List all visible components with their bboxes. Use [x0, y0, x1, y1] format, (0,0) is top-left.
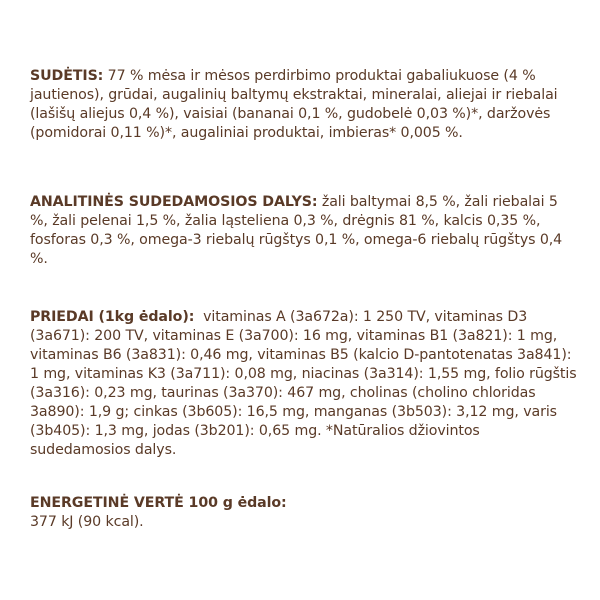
- additives-heading: PRIEDAI (1kg ėdalo):: [30, 309, 195, 325]
- ingredients-text: 77 % mėsa ir mėsos perdirbimo produktai gabaliukuose (4 % jautienos), grūdai, augalinių baltymų ekstraktai, mineralai, aliejai ir riebalai (lašišų aliejus 0,4 %), vaisiai (bananai 0,1 %, gudobelė 0,03 %)*, daržovės (pomidorai 0,11 %)*, augaliniai produktai, imbieras* 0,005 %.: [30, 68, 558, 141]
- additives-section: [30, 308, 581, 460]
- ingredients-heading: SUDĖTIS:: [30, 68, 104, 84]
- energy-text: 377 kJ (90 kcal).: [30, 514, 144, 530]
- ingredients-section: [30, 67, 578, 143]
- analytical-text: žali baltymai 8,5 %, žali riebalai 5 %, žali pelenai 1,5 %, žalia ląsteliena 0,3 %, drėgnis 81 %, kalcis 0,35 %, fosforas 0,3 %, omega-3 riebalų rūgštys 0,1 %, omega-6 riebalų rūgštys 0,4 %.: [30, 194, 563, 267]
- analytical-heading: ANALITINĖS SUDEDAMOSIOS DALYS:: [30, 194, 318, 210]
- analytical-section: [30, 193, 578, 269]
- energy-section: [30, 494, 578, 532]
- energy-heading: ENERGETINĖ VERTĖ 100 g ėdalo:: [30, 495, 287, 511]
- additives-text: vitaminas A (3a672a): 1 250 TV, vitaminas D3 (3a671): 200 TV, vitaminas E (3a700): 16 mg, vitaminas B1 (3a821): 1 mg, vitaminas B6 (3a831): 0,46 mg, vitaminas B5 (kalcio D-pantotenatas 3a841): 1 mg, vitaminas K3 (3a711): 0,08 mg, niacinas (3a314): 1,55 mg, folio rūgštis (3a316): 0,23 mg, taurinas (3a370): 467 mg, cholinas (cholino chloridas 3a890): 1,9 g; cinkas (3b605): 16,5 mg, manganas (3b503): 3,12 mg, varis (3b405): 1,3 mg, jodas (3b201): 0,65 mg. *Natūralios džiovintos sudedamosios dalys.: [30, 309, 581, 458]
